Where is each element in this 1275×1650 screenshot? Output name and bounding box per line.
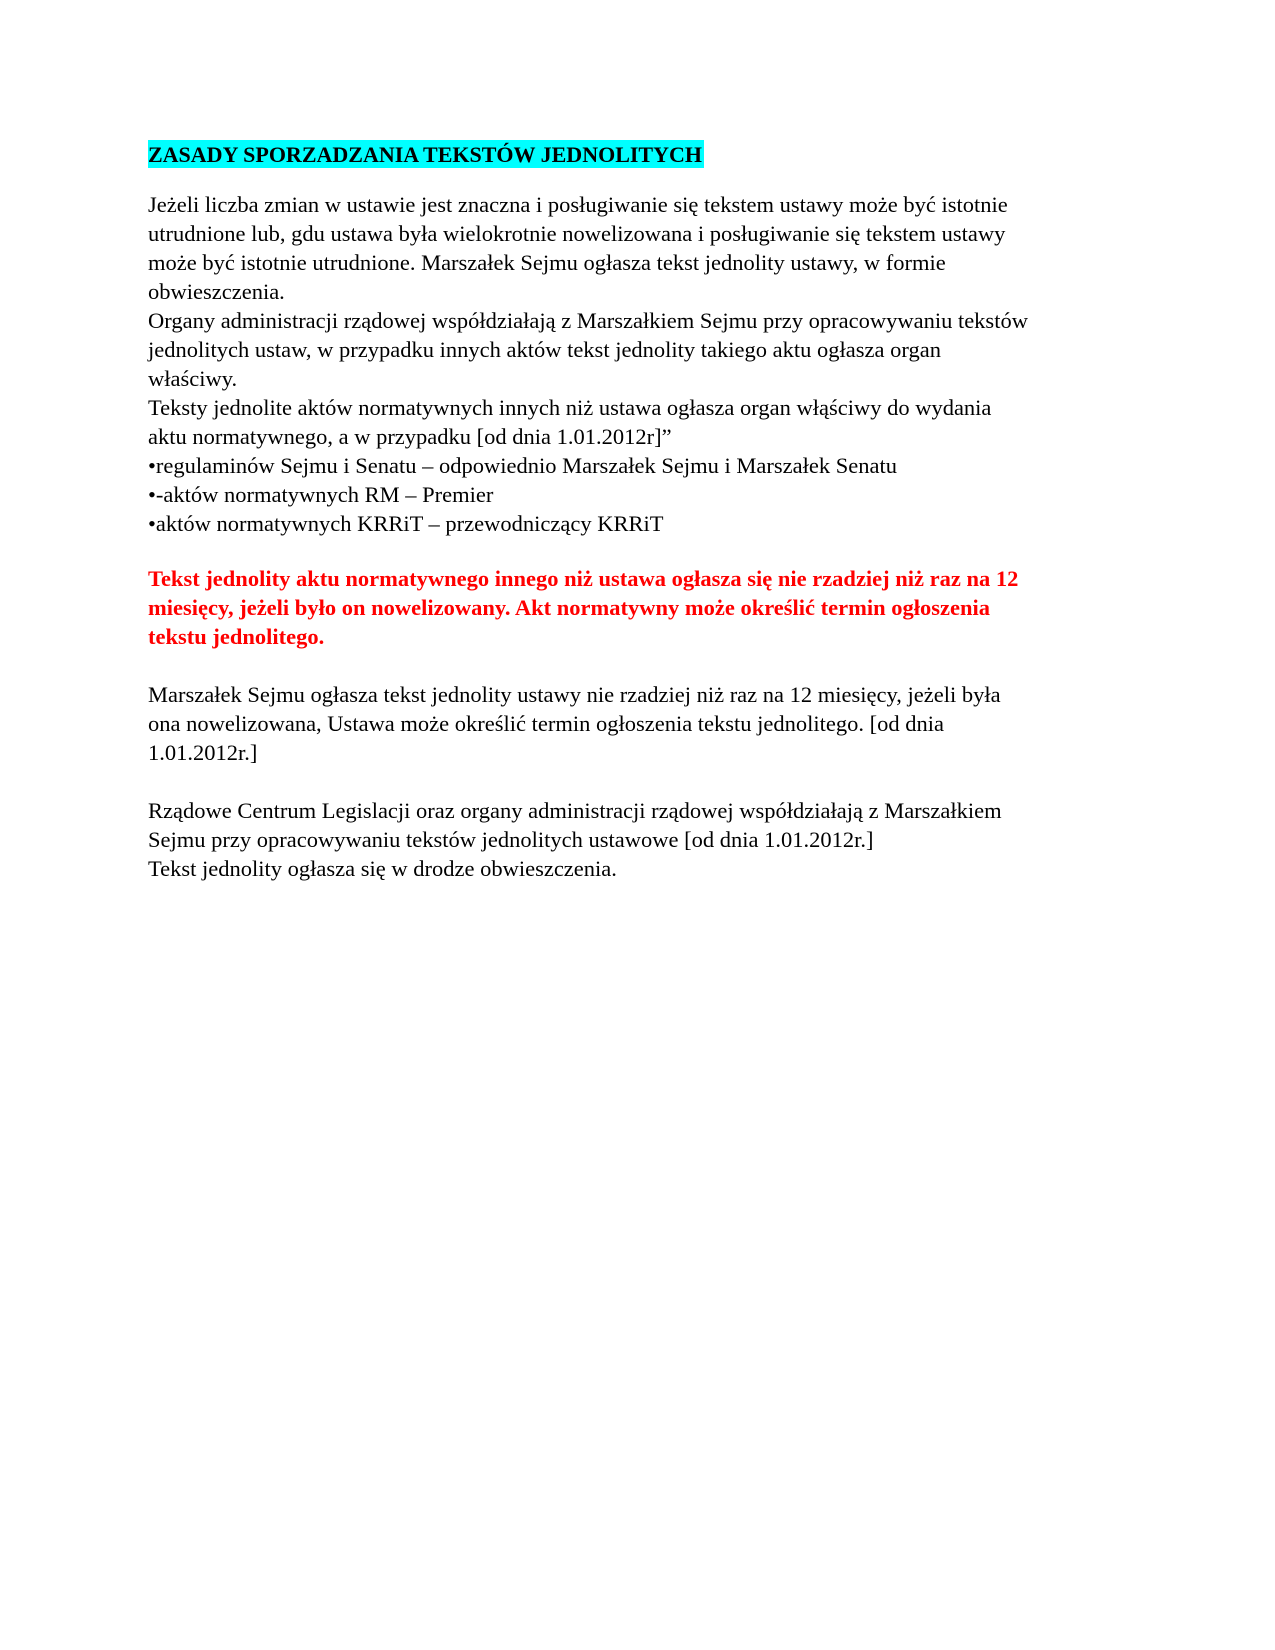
spacer (148, 767, 1138, 796)
emphasis-line: tekstu jednolitego. (148, 624, 325, 649)
bullet-item: •regulaminów Sejmu i Senatu – odpowiednio Marszałek Sejmu i Marszałek Senatu (148, 453, 897, 478)
text-line: ona nowelizowana, Ustawa może określić termin ogłoszenia tekstu jednolitego. [od dnia (148, 711, 945, 736)
emphasis-line: miesięcy, jeżeli było on nowelizowany. Akt normatywny może określić termin ogłoszenia (148, 595, 990, 620)
document-title: ZASADY SPORZADZANIA TEKSTÓW JEDNOLITYCH (148, 142, 702, 167)
intro-paragraph (148, 190, 1138, 538)
document-page (148, 140, 1138, 883)
text-line: Organy administracji rządowej współdziałają z Marszałkiem Sejmu przy opracowywaniu tekstów (148, 308, 1028, 333)
bullet-item: •aktów normatywnych KRRiT – przewodniczący KRRiT (148, 511, 664, 536)
paragraph-marszalek (148, 680, 1138, 767)
text-line: właściwy. (148, 366, 238, 391)
text-line: 1.01.2012r.] (148, 740, 258, 765)
text-line: Marszałek Sejmu ogłasza tekst jednolity ustawy nie rzadziej niż raz na 12 miesięcy, jeżeli była (148, 682, 1001, 707)
spacer (148, 538, 1138, 564)
text-line: utrudnione lub, gdu ustawa była wielokrotnie nowelizowana i posługiwanie się tekstem ustawy (148, 221, 1006, 246)
text-line: Sejmu przy opracowywaniu tekstów jednolitych ustawowe [od dnia 1.01.2012r.] (148, 827, 874, 852)
bullet-item: •-aktów normatywnych RM – Premier (148, 482, 494, 507)
text-line: Teksty jednolite aktów normatywnych innych niż ustawa ogłasza organ włąściwy do wydania (148, 395, 992, 420)
text-line: Tekst jednolity ogłasza się w drodze obwieszczenia. (148, 856, 617, 881)
emphasis-paragraph (148, 564, 1138, 651)
paragraph-rcl (148, 796, 1138, 883)
title-line (148, 140, 1138, 170)
text-line: jednolitych ustaw, w przypadku innych aktów tekst jednolity takiego aktu ogłasza organ (148, 337, 941, 362)
text-line: może być istotnie utrudnione. Marszałek Sejmu ogłasza tekst jednolity ustawy, w formie (148, 250, 946, 275)
text-line: aktu normatywnego, a w przypadku [od dnia 1.01.2012r]” (148, 424, 672, 449)
text-line: obwieszczenia. (148, 279, 285, 304)
text-line: Rządowe Centrum Legislacji oraz organy administracji rządowej współdziałają z Marszałkiem (148, 798, 1002, 823)
spacer (148, 651, 1138, 680)
text-line: Jeżeli liczba zmian w ustawie jest znaczna i posługiwanie się tekstem ustawy może być istotnie (148, 192, 1008, 217)
emphasis-line: Tekst jednolity aktu normatywnego innego niż ustawa ogłasza się nie rzadziej niż raz na 12 (148, 566, 1019, 591)
